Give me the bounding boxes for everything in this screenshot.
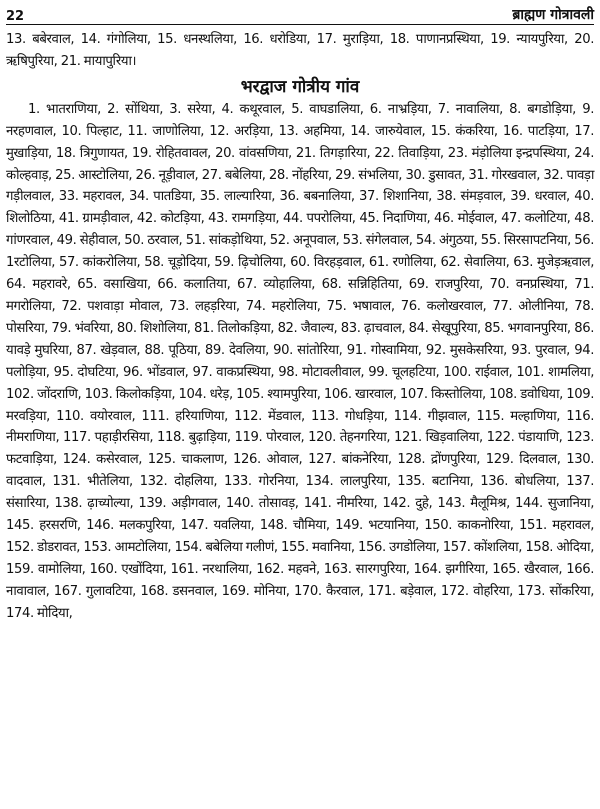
page-number: 22 bbox=[6, 9, 25, 24]
running-title: ब्राह्मण गोत्रावली bbox=[512, 7, 594, 23]
section-title: भरद्वाज गोत्रीय गांव bbox=[240, 76, 360, 97]
page-header bbox=[6, 0, 594, 25]
section-body: 1. भातराणिया, 2. सोंथिया, 3. सरेया, 4. कथूरवाल, 5. वाघडालिया, 6. नाभ्रड़िया, 7. नावालिया, 8. बगडोड़िया, 9. नरहणवाल, 10. पिल्हाट, 11. जाणोलिया, 12. अरड़िया, 13. अहमिया, 14. जारुयेवाल, 15. कंकरिया, 16. पाटड़िया, 17. मुखाड़िया, 18. त्रिगुणायत, 19. रोहितवावल, 20. वांवसणिया, 21. तिगड़ारिया, 22. तिवाड़िया, 23. मंड़ोलिया इन्द्रपस्थिया, 24. कोल्हवाड़, 25. आस्टोलिया, 26. नूड़ीवाल, 27. बबेलिया, 28. नोंहरिया, 29. संभलिया, 30. डुसावत, 31. गोरखवाल, 32. पावड़ा गड़ीलवाल, 33. महरावल, 34. पातडिया, 35. लाल्यारिया, 36. बबनालिया, 37. शिशानिया, 38. संमड़वाल, 39. धरवाल, 40. शिलोठिया, 41. ग्रामड़ीवाल, 42. कोटड़िया, 43. रामगड़िया, 44. पपरोलिया, 45. निदाणिया, 46. मोईवाल, 47. कलोटिया, 48. गांणरवाल, 49. सेहीवाल, 50. ठरवाल, 51. सांकड़ोथिया, 52. अनूपवाल, 53. संगेलवाल, 54. अंगुठया, 55. सिरसापटनिया, 56. 1रटोलिया, 57. कांकरोलिया, 58. चूड़ोदिया, 59. ढ़िचोलिया, 60. विरहड़वाल, 61. रणोलिया, 62. सेवालिया, 63. मुजेड़ऋवाल, 64. महरावरे, 65. वसाखिया, 66. कलातिया, 67. व्योहालिया, 68. सन्निहितिया, 69. राजपुरिया, 70. वनप्रस्थिया, 71. मगरोलिया, 72. पशवाड़ा मोवाल, 73. लहड़रिया, 74. महरोलिया, 75. भषावाल, 76. कलोखरवाल, 77. ओलीनिया, 78. पोसरिया, 79. भंवरिया, 80. शिशोलिया, 81. तिलोकड़िया, 82. जैवाल्य, 83. ढ़ाचवाल, 84. सेखूपुरिया, 85. भगवानपुरिया, 86. यावड़े मुघरिया, 87. खेड़वाल, 88. पूठिया, 89. देवलिया, 90. सांतोरिया, 91. गोस्वामिया, 92. मुसकेसरिया, 93. पुरवाल, 94. पलोड़िया, 95. दोघटिया, 96. भोंडवाल, 97. वाकप्रस्थिया, 98. मोटावलीवाल, 99. चूलहटिया, 100. राईवाल, 101. शामलिया, 102. जोंदराणि, 103. किलोकड़िया, 104. धरेड़, 105. श्यामपुरिया, 106. खारवाल, 107. किस्तोलिया, 108. डवोधिया, 109. मरवड़िया, 110. वयोरवाल, 111. हरियाणिया, 112. मेंडवाल, 113. गोधड़िया, 114. गीझवाल, 115. मल्हाणिया, 116. नीमराणिया, 117. पहाड़ीरसिया, 118. बुढ़ाड़िया, 119. पोरवाल, 120. तेहनगरिया, 121. खिड़वालिया, 122. पंडायाणि, 123. फटवाड़िया, 124. कसेरवाल, 125. चाकलाण, 126. ओवाल, 127. बांकनेरिया, 128. द्रोंणपुरिया, 129. दिलवाल, 130. वादवाल, 131. भीतेलिया, 132. दोहलिया, 133. गोरनिया, 134. लालपुरिया, 135. बटानिया, 136. बोधलिया, 137. संसारिया, 138. ढ़ाच्योल्या, 139. अड़ीगवाल, 140. तोसावड़, 141. नीमरिया, 142. दुहे, 143. मैलूमिश्र, 144. सुजानिया, 145. हरसरणि, 146. मलकपुरिया, 147. यवलिया, 148. चौमिया, 149. भटयानिया, 150. काकनोरिया, 151. महरावल, 152. डोडरावत, 153. आमटोलिया, 154. बबेलिया गलीणं, 155. मवानिया, 156. उगडोलिया, 157. कोंशलिया, 158. ओदिया, 159. वामोलिया, 160. एखोंदिया, 161. नरथालिया, 162. महवने, 163. सारगपुरिया, 164. झगीरिया, 165. खैरवाल, 166. नावावाल, 167. गुलावटिया, 168. डसनवाल, 169. मोनिया, 170. कैरवाल, 171. बड़ेवाल, 172. वोहरिया, 173. सोंकरिया, 174. मोदिया, bbox=[6, 101, 594, 621]
intro-paragraph: 13. बबेरवाल, 14. गंगोलिया, 15. धनस्थलिया, 16. धरोडिया, 17. मुराड़िया, 18. पाणानप्रस्थिया, 19. न्यायपुरिया, 20. ऋषिपुरिया, 21. मायापुरिया। bbox=[6, 32, 594, 69]
